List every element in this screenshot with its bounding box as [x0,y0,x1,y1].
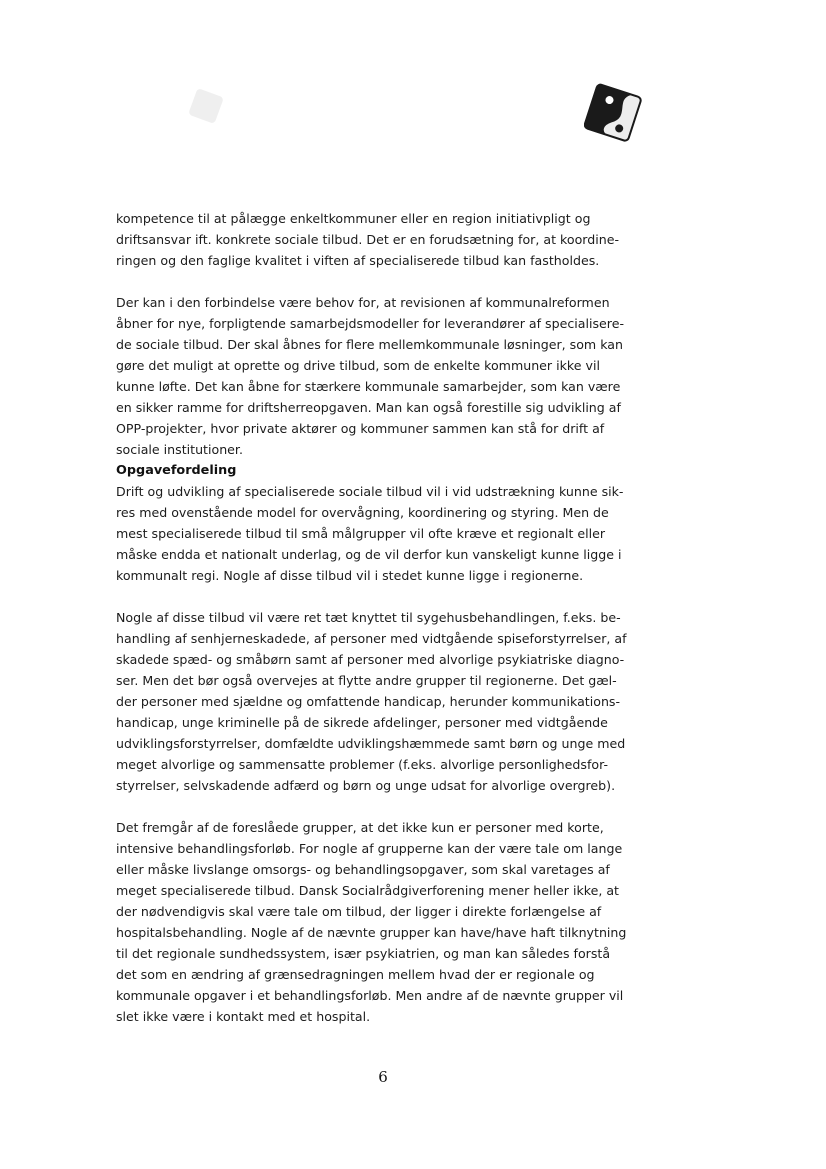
paragraph [116,817,656,1027]
text-line: Det fremgår af de foreslåede grupper, at det ikke kun er personer med korte, [116,820,604,835]
text-line: eller måske livslange omsorgs- og behandlingsopgaver, som skal varetages af [116,862,610,877]
text-line: handling af senhjerneskadede, af personer med vidtgående spiseforstyrrelser, af [116,631,627,646]
text-line: det som en ændring af grænsedragningen mellem hvad der er regionale og [116,967,595,982]
text-line: kommunale opgaver i et behandlingsforløb. Men andre af de nævnte grupper vil [116,988,624,1003]
dice-yin-yang-logo-icon [584,82,644,142]
faint-watermark-icon [186,86,226,126]
text-line: kommunalt regi. Nogle af disse tilbud vil i stedet kunne ligge i regionerne. [116,568,584,583]
text-line: Drift og udvikling af specialiserede sociale tilbud vil i vid udstrækning kunne sik- [116,484,624,499]
text-line: skadede spæd- og småbørn samt af personer med alvorlige psykiatriske diagno- [116,652,625,667]
body-text [116,208,656,1027]
text-line: mest specialiserede tilbud til små målgrupper vil ofte kræve et regionalt eller [116,526,606,541]
text-line: der personer med sjældne og omfattende handicap, herunder kommunikations- [116,694,621,709]
text-line: driftsansvar ift. konkrete sociale tilbud. Det er en forudsætning for, at koordine- [116,232,620,247]
text-line: til det regionale sundhedssystem, især psykiatrien, og man kan således forstå [116,946,611,961]
text-line: en sikker ramme for driftsherreopgaven. Man kan også forestille sig udvikling af [116,400,621,415]
text-line: meget specialiserede tilbud. Dansk Socialrådgiverforening mener heller ikke, at [116,883,619,898]
text-line: ringen og den faglige kvalitet i viften af specialiserede tilbud kan fastholdes. [116,253,600,268]
text-line: åbner for nye, forpligtende samarbejdsmodeller for leverandører af specialisere- [116,316,624,331]
text-line: der nødvendigvis skal være tale om tilbud, der ligger i direkte forlængelse af [116,904,602,919]
text-line: Der kan i den forbindelse være behov for, at revisionen af kommunalreformen [116,295,610,310]
paragraph [116,292,656,460]
text-line: OPP-projekter, hvor private aktører og kommuner sammen kan stå for drift af [116,421,605,436]
text-line: udviklingsforstyrrelser, domfældte udviklingshæmmede samt børn og unge med [116,736,626,751]
text-line: ser. Men det bør også overvejes at flytte andre grupper til regionerne. Det gæl- [116,673,617,688]
text-line: Nogle af disse tilbud vil være ret tæt knyttet til sygehusbehandlingen, f.eks. be- [116,610,621,625]
text-line: kompetence til at pålægge enkeltkommuner eller en region initiativpligt og [116,211,591,226]
text-line: handicap, unge kriminelle på de sikrede afdelinger, personer med vidtgående [116,715,608,730]
text-line: måske endda et nationalt underlag, og de vil derfor kun vanskeligt kunne ligge i [116,547,622,562]
text-line: res med ovenstående model for overvågning, koordinering og styring. Men de [116,505,609,520]
page-number: 6 [378,1068,388,1086]
text-line: de sociale tilbud. Der skal åbnes for flere mellemkommunale løsninger, som kan [116,337,623,352]
paragraph [116,607,656,796]
text-line: sociale institutioner. [116,442,243,457]
text-line: hospitalsbehandling. Nogle af de nævnte grupper kan have/have haft tilknytning [116,925,627,940]
text-line: meget alvorlige og sammensatte problemer (f.eks. alvorlige personlighedsfor- [116,757,609,772]
text-line: gøre det muligt at oprette og drive tilbud, som de enkelte kommuner ikke vil [116,358,600,373]
text-line: slet ikke være i kontakt med et hospital. [116,1009,371,1024]
text-line: styrrelser, selvskadende adfærd og børn og unge udsat for alvorlige overgreb). [116,778,616,793]
paragraph [116,208,656,271]
section-heading: Opgavefordeling [116,463,237,478]
text-line: intensive behandlingsforløb. For nogle af grupperne kan der være tale om lange [116,841,623,856]
text-line: kunne løfte. Det kan åbne for stærkere kommunale samarbejder, som kan være [116,379,621,394]
paragraph [116,481,656,586]
